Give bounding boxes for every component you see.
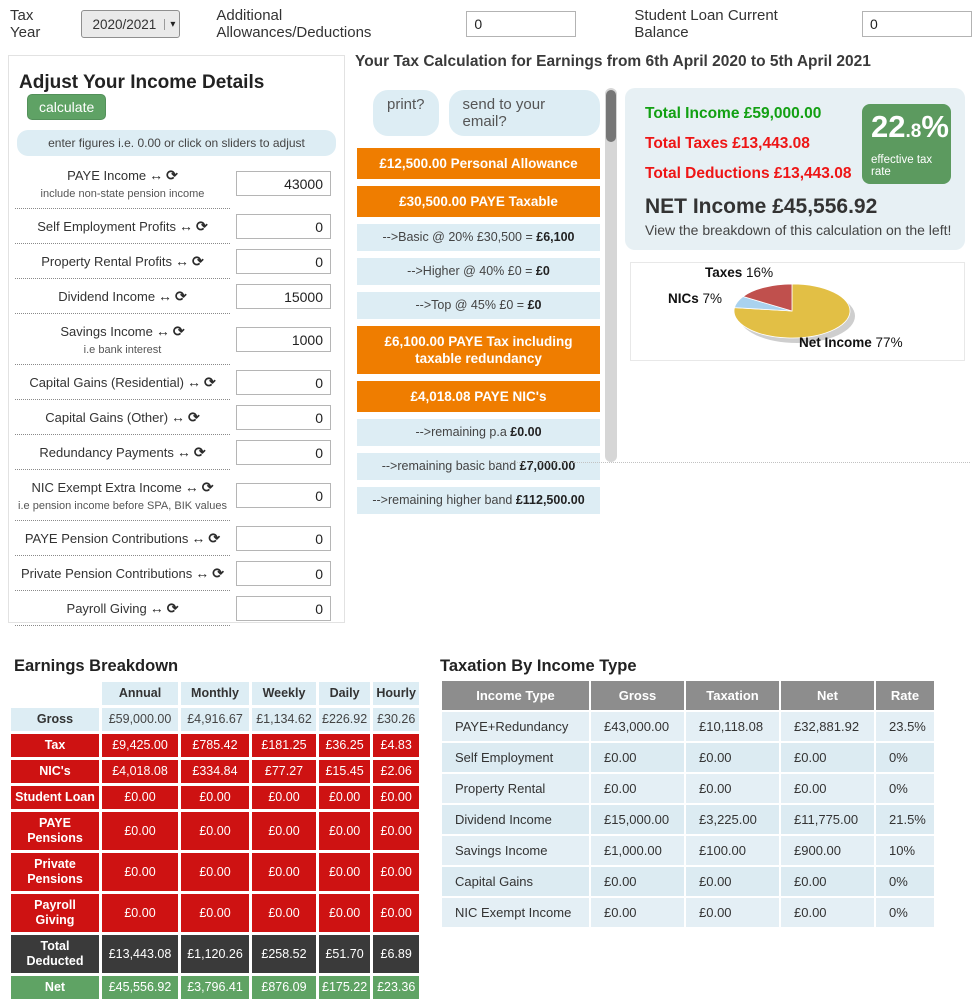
income-panel-title: Adjust Your Income Details xyxy=(19,72,265,93)
allowances-label: Additional Allowances/Deductions xyxy=(216,7,372,41)
taxation-cell: 21.5% xyxy=(876,805,934,834)
calc-item: £4,018.08 PAYE NIC's xyxy=(357,381,600,412)
earnings-column-header: Monthly xyxy=(181,682,249,705)
slider-icon[interactable]: ↔ xyxy=(171,409,186,425)
income-row xyxy=(9,209,344,244)
earnings-cell: £0.00 xyxy=(102,786,178,809)
rate-caption: effective tax rate xyxy=(871,154,933,178)
earnings-cell: £0.00 xyxy=(252,853,316,891)
income-row-label: Dividend Income xyxy=(58,289,156,304)
earnings-row-label: NIC's xyxy=(11,760,99,783)
tax-year-select[interactable] xyxy=(81,10,180,38)
earnings-cell: £4,916.67 xyxy=(181,708,249,731)
earnings-row-label: Net xyxy=(11,976,99,999)
earnings-cell: £9,425.00 xyxy=(102,734,178,757)
taxation-cell: 10% xyxy=(876,836,934,865)
income-row xyxy=(9,244,344,279)
calc-item: -->Top @ 45% £0 = £0 xyxy=(357,292,600,319)
hint-banner: enter figures i.e. 0.00 or click on sliders to adjust xyxy=(17,130,336,156)
student-loan-label: Student Loan Current Balance xyxy=(634,7,778,41)
earnings-cell: £226.92 xyxy=(319,708,370,731)
reset-icon[interactable]: ⟳ xyxy=(208,530,221,546)
income-input[interactable] xyxy=(236,440,331,465)
earnings-cell: £876.09 xyxy=(252,976,316,999)
income-row-label: Capital Gains (Other) xyxy=(45,410,169,425)
slider-icon[interactable]: ↔ xyxy=(178,218,193,234)
income-row-label: Capital Gains (Residential) xyxy=(29,375,184,390)
earnings-breakdown-title: Earnings Breakdown xyxy=(14,657,179,675)
taxation-header-row xyxy=(442,681,934,710)
income-input[interactable] xyxy=(236,483,331,508)
income-row-sublabel: include non-state pension income xyxy=(40,188,205,200)
taxation-cell: £0.00 xyxy=(591,867,684,896)
taxation-cell: £0.00 xyxy=(686,743,779,772)
earnings-cell: £0.00 xyxy=(319,786,370,809)
income-input[interactable] xyxy=(236,249,331,274)
income-input[interactable] xyxy=(236,284,331,309)
earnings-row xyxy=(11,708,419,731)
taxation-column-header: Net xyxy=(781,681,874,710)
taxation-cell: £0.00 xyxy=(591,898,684,927)
earnings-row-label: Gross xyxy=(11,708,99,731)
taxation-cell: Capital Gains xyxy=(442,867,589,896)
income-row xyxy=(9,591,344,626)
calc-item: £12,500.00 Personal Allowance xyxy=(357,148,600,179)
taxation-row xyxy=(442,867,934,896)
income-input[interactable] xyxy=(236,405,331,430)
earnings-cell: £258.52 xyxy=(252,935,316,973)
earnings-cell: £175.22 xyxy=(319,976,370,999)
calc-item: -->Basic @ 20% £30,500 = £6,100 xyxy=(357,224,600,251)
taxation-cell: £900.00 xyxy=(781,836,874,865)
taxation-cell: £0.00 xyxy=(591,774,684,803)
income-row xyxy=(9,400,344,435)
reset-icon[interactable]: ⟳ xyxy=(203,374,216,390)
income-row-sublabel: i.e bank interest xyxy=(83,344,162,356)
topbar xyxy=(10,8,972,40)
taxation-row xyxy=(442,743,934,772)
earnings-cell: £4.83 xyxy=(373,734,419,757)
income-row xyxy=(9,279,344,314)
earnings-cell: £0.00 xyxy=(373,853,419,891)
taxation-cell: £0.00 xyxy=(591,743,684,772)
effective-rate-badge xyxy=(862,104,951,184)
earnings-row-label: Student Loan xyxy=(11,786,99,809)
earnings-column-header: Annual xyxy=(102,682,178,705)
earnings-cell: £0.00 xyxy=(181,786,249,809)
earnings-cell: £0.00 xyxy=(319,894,370,932)
taxation-cell: £0.00 xyxy=(686,867,779,896)
taxation-cell: £15,000.00 xyxy=(591,805,684,834)
student-loan-input[interactable] xyxy=(862,11,972,37)
taxation-column-header: Gross xyxy=(591,681,684,710)
earnings-cell: £181.25 xyxy=(252,734,316,757)
income-input[interactable] xyxy=(236,561,331,586)
earnings-cell: £0.00 xyxy=(181,812,249,850)
taxation-cell: 0% xyxy=(876,867,934,896)
earnings-cell: £13,443.08 xyxy=(102,935,178,973)
calculation-title: Your Tax Calculation for Earnings from 6th April 2020 to 5th April 2021 xyxy=(355,53,871,70)
section-divider xyxy=(495,462,970,463)
calculate-button[interactable]: calculate xyxy=(27,94,106,120)
income-row xyxy=(9,521,344,556)
taxation-cell: £3,225.00 xyxy=(686,805,779,834)
total-income-text: Total Income £59,000.00 xyxy=(645,105,822,122)
summary-panel xyxy=(625,88,965,250)
earnings-cell: £0.00 xyxy=(373,812,419,850)
taxation-cell: £0.00 xyxy=(781,743,874,772)
income-row xyxy=(9,556,344,591)
calc-item: -->remaining basic band £7,000.00 xyxy=(357,453,600,480)
taxation-cell: NIC Exempt Income xyxy=(442,898,589,927)
income-input[interactable] xyxy=(236,596,331,621)
scrollbar-thumb[interactable] xyxy=(606,90,616,142)
earnings-cell: £2.06 xyxy=(373,760,419,783)
calc-item: £30,500.00 PAYE Taxable xyxy=(357,186,600,217)
net-income-text: NET Income £45,556.92 xyxy=(645,195,878,218)
earnings-column-header: Weekly xyxy=(252,682,316,705)
earnings-row xyxy=(11,935,419,973)
calc-item: £6,100.00 PAYE Tax including taxable redundancy xyxy=(357,326,600,374)
slider-icon[interactable]: ↔ xyxy=(155,323,170,339)
taxation-column-header: Income Type xyxy=(442,681,589,710)
total-deductions-text: Total Deductions £13,443.08 xyxy=(645,165,852,182)
slider-icon[interactable]: ↔ xyxy=(175,253,190,269)
slider-icon[interactable]: ↔ xyxy=(184,479,199,495)
income-input[interactable] xyxy=(236,526,331,551)
taxation-cell: 0% xyxy=(876,743,934,772)
chevron-down-icon: ▾ xyxy=(164,19,175,30)
earnings-cell: £23.36 xyxy=(373,976,419,999)
income-input[interactable] xyxy=(236,370,331,395)
taxation-cell: £11,775.00 xyxy=(781,805,874,834)
taxation-row xyxy=(442,836,934,865)
income-row-label: Savings Income xyxy=(60,324,153,339)
earnings-cell: £0.00 xyxy=(181,853,249,891)
earnings-cell: £6.89 xyxy=(373,935,419,973)
calculation-items xyxy=(357,148,600,514)
slider-icon[interactable]: ↔ xyxy=(158,288,173,304)
reset-icon[interactable]: ⟳ xyxy=(212,565,224,581)
reset-icon[interactable]: ⟳ xyxy=(193,444,206,460)
reset-icon[interactable]: ⟳ xyxy=(166,600,179,616)
earnings-row xyxy=(11,976,419,999)
income-row xyxy=(9,314,344,365)
tax-year-label: Tax Year xyxy=(10,7,41,41)
scrollbar-track[interactable] xyxy=(605,88,617,462)
reset-icon[interactable]: ⟳ xyxy=(192,253,204,269)
earnings-row xyxy=(11,853,419,891)
income-row-sublabel: i.e pension income before SPA, BIK values xyxy=(18,500,227,512)
taxation-table xyxy=(440,679,936,929)
income-row xyxy=(9,158,344,209)
email-button[interactable]: send to your email? xyxy=(449,90,600,136)
income-panel xyxy=(8,55,345,623)
earnings-cell: £0.00 xyxy=(181,894,249,932)
calc-item: -->remaining higher band £112,500.00 xyxy=(357,487,600,514)
taxation-cell: £100.00 xyxy=(686,836,779,865)
earnings-cell: £1,134.62 xyxy=(252,708,316,731)
taxation-cell: £0.00 xyxy=(781,898,874,927)
reset-icon[interactable]: ⟳ xyxy=(175,288,187,304)
taxation-cell: £0.00 xyxy=(686,898,779,927)
earnings-cell: £0.00 xyxy=(102,812,178,850)
income-row-label: Property Rental Profits xyxy=(41,254,173,269)
earnings-column-header: Hourly xyxy=(373,682,419,705)
taxation-cell: 0% xyxy=(876,774,934,803)
income-row-label: PAYE Pension Contributions xyxy=(24,531,189,546)
earnings-column-header: Daily xyxy=(319,682,370,705)
income-row-label: Payroll Giving xyxy=(66,601,147,616)
earnings-cell: £0.00 xyxy=(319,853,370,891)
taxation-cell: £1,000.00 xyxy=(591,836,684,865)
allowances-input[interactable] xyxy=(466,11,576,37)
earnings-cell: £0.00 xyxy=(252,894,316,932)
earnings-cell: £785.42 xyxy=(181,734,249,757)
earnings-cell: £77.27 xyxy=(252,760,316,783)
earnings-table xyxy=(8,679,422,1002)
reset-icon[interactable]: ⟳ xyxy=(188,409,200,425)
slider-icon[interactable]: ↔ xyxy=(186,374,201,390)
reset-icon[interactable]: ⟳ xyxy=(172,323,185,339)
earnings-cell: £59,000.00 xyxy=(102,708,178,731)
taxation-cell: 23.5% xyxy=(876,712,934,741)
taxation-cell: Self Employment xyxy=(442,743,589,772)
earnings-cell: £0.00 xyxy=(373,894,419,932)
income-row-label: Redundancy Payments xyxy=(39,445,174,460)
income-row xyxy=(9,470,344,521)
earnings-cell: £1,120.26 xyxy=(181,935,249,973)
earnings-row-label: Tax xyxy=(11,734,99,757)
calc-item: -->Higher @ 40% £0 = £0 xyxy=(357,258,600,285)
earnings-row-label: Total Deducted xyxy=(11,935,99,973)
earnings-row xyxy=(11,760,419,783)
earnings-row-label: PAYE Pensions xyxy=(11,812,99,850)
calc-item: -->remaining p.a £0.00 xyxy=(357,419,600,446)
rate-value: 22.8% xyxy=(871,109,949,144)
taxation-cell: Property Rental xyxy=(442,774,589,803)
taxation-column-header: Rate xyxy=(876,681,934,710)
pie-label-net: Net Income 77% xyxy=(799,335,903,350)
reset-icon[interactable]: ⟳ xyxy=(166,167,178,183)
earnings-cell: £0.00 xyxy=(373,786,419,809)
earnings-cell: £51.70 xyxy=(319,935,370,973)
taxation-title: Taxation By Income Type xyxy=(440,657,637,675)
earnings-cell: £0.00 xyxy=(252,812,316,850)
income-input[interactable] xyxy=(236,327,331,352)
taxation-row xyxy=(442,805,934,834)
earnings-cell: £15.45 xyxy=(319,760,370,783)
reset-icon[interactable]: ⟳ xyxy=(201,479,214,495)
breakdown-note: View the breakdown of this calculation on the left! xyxy=(645,222,952,238)
taxation-row xyxy=(442,898,934,927)
earnings-cell: £45,556.92 xyxy=(102,976,178,999)
total-taxes-text: Total Taxes £13,443.08 xyxy=(645,135,810,152)
earnings-row xyxy=(11,734,419,757)
taxation-column-header: Taxation xyxy=(686,681,779,710)
income-row-label: Private Pension Contributions xyxy=(21,566,193,581)
income-row-label: NIC Exempt Extra Income xyxy=(31,480,182,495)
earnings-header-row xyxy=(11,682,419,705)
earnings-cell: £0.00 xyxy=(252,786,316,809)
taxation-cell: £0.00 xyxy=(781,867,874,896)
earnings-cell: £0.00 xyxy=(102,894,178,932)
slider-icon[interactable]: ↔ xyxy=(176,444,191,460)
pie-label-nics: NICs 7% xyxy=(668,291,723,306)
calculation-column xyxy=(357,86,600,507)
earnings-row xyxy=(11,894,419,932)
earnings-row xyxy=(11,786,419,809)
slider-icon[interactable]: ↔ xyxy=(195,565,210,581)
reset-icon[interactable]: ⟳ xyxy=(195,218,208,234)
pie-chart xyxy=(630,262,965,361)
taxation-cell: £0.00 xyxy=(781,774,874,803)
income-row xyxy=(9,435,344,470)
earnings-cell: £4,018.08 xyxy=(102,760,178,783)
taxation-cell: £0.00 xyxy=(686,774,779,803)
pie-label-taxes: Taxes 16% xyxy=(705,265,774,280)
earnings-row xyxy=(11,812,419,850)
earnings-cell: £0.00 xyxy=(319,812,370,850)
earnings-cell: £334.84 xyxy=(181,760,249,783)
slider-icon[interactable]: ↔ xyxy=(149,167,164,183)
income-input[interactable] xyxy=(236,171,331,196)
taxation-row xyxy=(442,774,934,803)
income-input[interactable] xyxy=(236,214,331,239)
income-rows xyxy=(9,158,344,626)
taxation-cell: Dividend Income xyxy=(442,805,589,834)
slider-icon[interactable]: ↔ xyxy=(149,600,164,616)
earnings-row-label: Payroll Giving xyxy=(11,894,99,932)
income-row-label: PAYE Income xyxy=(67,168,147,183)
earnings-row-label: Private Pensions xyxy=(11,853,99,891)
taxation-cell: 0% xyxy=(876,898,934,927)
taxation-cell: PAYE+Redundancy xyxy=(442,712,589,741)
earnings-cell: £36.25 xyxy=(319,734,370,757)
slider-icon[interactable]: ↔ xyxy=(191,530,206,546)
taxation-cell: £43,000.00 xyxy=(591,712,684,741)
corner-cell xyxy=(11,682,99,705)
income-row-label: Self Employment Profits xyxy=(37,219,176,234)
earnings-cell: £0.00 xyxy=(102,853,178,891)
earnings-cell: £30.26 xyxy=(373,708,419,731)
tax-year-value: 2020/2021 xyxy=(92,16,157,32)
earnings-cell: £3,796.41 xyxy=(181,976,249,999)
income-row xyxy=(9,365,344,400)
taxation-cell: Savings Income xyxy=(442,836,589,865)
taxation-cell: £10,118.08 xyxy=(686,712,779,741)
taxation-cell: £32,881.92 xyxy=(781,712,874,741)
print-button[interactable]: print? xyxy=(373,90,439,136)
taxation-row xyxy=(442,712,934,741)
